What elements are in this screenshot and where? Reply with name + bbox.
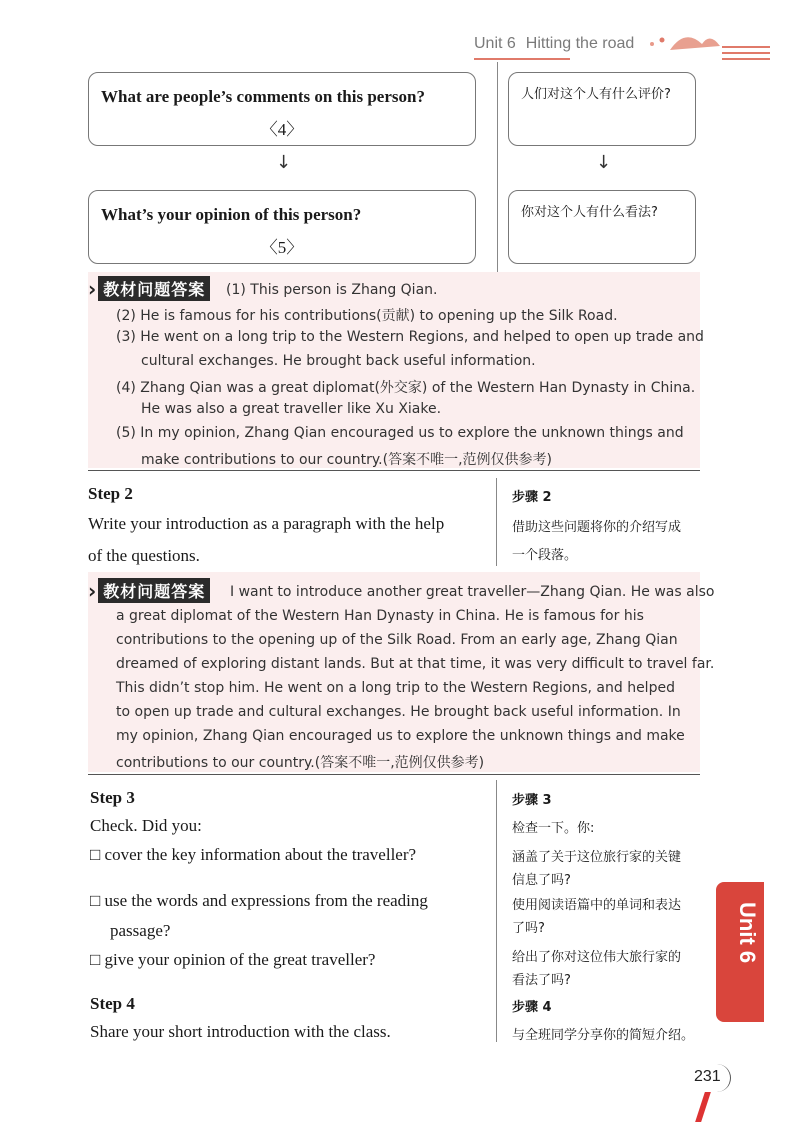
step-4-heading-zh: 步骤 4 [512, 1000, 552, 1015]
page-number: 231 [694, 1068, 721, 1085]
page-number-bracket [716, 1064, 731, 1092]
question-text: What are people’s comments on this person? [101, 87, 425, 106]
answer-line: contributions to our country.(答案不唯一,范例仅供参考) [116, 755, 485, 771]
question-number: 〈5〉 [260, 238, 304, 257]
step-3-text-zh: 了吗? [512, 921, 545, 936]
answer-line: to open up trade and cultural exchanges. He brought back useful information. In [116, 704, 681, 720]
column-divider [496, 780, 497, 1042]
checklist-item: □ use the words and expressions from the reading [90, 891, 428, 910]
answer-line: dreamed of exploring distant lands. But at that time, it was very difficult to travel far. [116, 656, 715, 672]
question-text: What’s your opinion of this person? [101, 205, 362, 224]
answer-line: cultural exchanges. He brought back useful information. [141, 353, 536, 369]
answer-line: (3) He went on a long trip to the Western Regions, and helped to open up trade and [116, 329, 704, 345]
step-3-text-zh: 信息了吗? [512, 873, 571, 888]
running-header [474, 35, 634, 53]
answer-line: This didn’t stop him. He went on a long trip to the Western Regions, and helped [116, 680, 675, 696]
column-divider [496, 478, 497, 566]
unit-side-tab-label: Unit 6 [735, 902, 760, 964]
step-3-heading: Step 3 [90, 788, 135, 807]
step-3-intro: Check. Did you: [90, 816, 202, 835]
section-divider [88, 774, 700, 775]
step-3-text-zh: 看法了吗? [512, 973, 571, 988]
answer-line: I want to introduce another great traveller—Zhang Qian. He was also [230, 584, 715, 600]
question-box-5 [88, 190, 476, 264]
question-text-zh: 人们对这个人有什么评价? [521, 87, 671, 102]
step-4-text: Share your short introduction with the class. [90, 1022, 391, 1041]
step-3-text-zh: 给出了你对这位伟大旅行家的 [512, 950, 682, 965]
question-box-4 [88, 72, 476, 146]
answer-line: He was also a great traveller like Xu Xiake. [141, 401, 442, 417]
step-2-heading-zh: 步骤 2 [512, 490, 552, 505]
answer-tag-label: 教材问题答案 [98, 276, 210, 301]
question-number: 〈4〉 [260, 120, 304, 139]
column-divider [497, 62, 498, 272]
checklist-item: □ cover the key information about the traveller? [90, 845, 417, 864]
step-4-heading: Step 4 [90, 994, 135, 1013]
question-text-zh: 你对这个人有什么看法? [521, 205, 658, 220]
step-2-text-zh: 借助这些问题将你的介绍写成 [512, 520, 682, 535]
answer-line: (4) Zhang Qian was a great diplomat(外交家) of the Western Han Dynasty in China. [116, 380, 696, 396]
answer-line: contributions to the opening up of the Silk Road. From an early age, Zhang Qian [116, 632, 678, 648]
step-4-text-zh: 与全班同学分享你的简短介绍。 [512, 1028, 695, 1043]
answer-line: my opinion, Zhang Qian encouraged us to explore the unknown things and make [116, 728, 685, 744]
arrow-down-icon: ↓ [596, 152, 612, 173]
step-2-text-zh: 一个段落。 [512, 548, 578, 563]
section-divider [88, 470, 700, 471]
checklist-item: passage? [110, 921, 171, 940]
unit-side-tab [716, 882, 764, 1022]
arrow-down-icon: ↓ [276, 152, 292, 173]
header-decoration-icon [640, 22, 770, 62]
unit-label: Unit 6 [474, 35, 516, 52]
page-accent-mark [695, 1092, 711, 1122]
answer-line: (2) He is famous for his contributions(贡献) to opening up the Silk Road. [116, 308, 618, 324]
step-3-text-zh: 使用阅读语篇中的单词和表达 [512, 898, 682, 913]
step-3-heading-zh: 步骤 3 [512, 793, 552, 808]
step-2-text: Write your introduction as a paragraph with the help [88, 514, 445, 533]
chevron-right-icon: › [88, 276, 97, 301]
answer-tag [88, 276, 210, 301]
answer-tag-label: 教材问题答案 [98, 578, 210, 603]
question-box-5-zh [508, 190, 696, 264]
question-box-4-zh [508, 72, 696, 146]
answer-tag [88, 578, 210, 603]
unit-title: Hitting the road [525, 35, 635, 52]
chevron-right-icon: › [88, 578, 97, 603]
step-3-text-zh: 检查一下。你: [512, 821, 595, 836]
step-3-text-zh: 涵盖了关于这位旅行家的关键 [512, 850, 682, 865]
step-2-text: of the questions. [88, 546, 200, 565]
checklist-item: □ give your opinion of the great traveller? [90, 950, 376, 969]
answer-line: a great diplomat of the Western Han Dynasty in China. He is famous for his [116, 608, 644, 624]
header-rule [474, 58, 570, 60]
answer-line: (5) In my opinion, Zhang Qian encouraged us to explore the unknown things and [116, 425, 684, 441]
step-2-heading: Step 2 [88, 484, 133, 503]
answer-line: make contributions to our country.(答案不唯一,范例仅供参考) [141, 452, 552, 468]
answer-line: (1) This person is Zhang Qian. [226, 282, 438, 298]
